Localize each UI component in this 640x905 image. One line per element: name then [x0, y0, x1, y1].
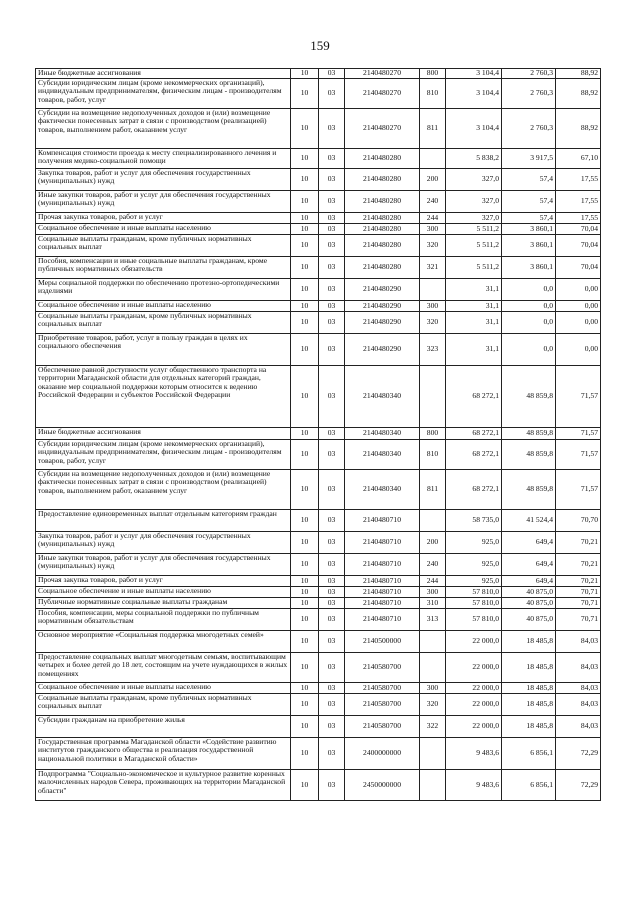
row-fact: 3 860,1: [502, 235, 556, 257]
row-plan: 31,1: [446, 312, 502, 334]
row-name: Социальные выплаты гражданам, кроме публичных нормативных социальных выплат: [36, 694, 291, 716]
row-target-article: 2140480710: [345, 576, 420, 587]
row-razdel: 10: [291, 279, 319, 301]
row-razdel: 10: [291, 191, 319, 213]
row-razdel: 10: [291, 440, 319, 470]
row-percent: 84,03: [556, 631, 601, 653]
row-expense-type: 240: [420, 554, 446, 576]
table-row: [36, 653, 601, 683]
row-plan: 327,0: [446, 169, 502, 191]
row-podrazdel: 03: [319, 224, 345, 235]
table-row: [36, 69, 601, 79]
row-target-article: 2140480270: [345, 109, 420, 149]
row-name: Социальные выплаты гражданам, кроме публичных нормативных социальных выплат: [36, 235, 291, 257]
row-name: Закупка товаров, работ и услуг для обеспечения государственных (муниципальных) нужд: [36, 169, 291, 191]
row-fact: 48 859,8: [502, 366, 556, 428]
row-fact: 18 485,8: [502, 631, 556, 653]
row-podrazdel: 03: [319, 770, 345, 801]
row-target-article: 2140580700: [345, 683, 420, 694]
row-fact: 0,0: [502, 301, 556, 312]
row-name: Прочая закупка товаров, работ и услуг: [36, 213, 291, 224]
row-expense-type: [420, 770, 446, 801]
row-expense-type: 320: [420, 694, 446, 716]
row-target-article: 2140480280: [345, 224, 420, 235]
table-row: [36, 554, 601, 576]
table-row: [36, 169, 601, 191]
row-expense-type: 322: [420, 716, 446, 738]
row-expense-type: 800: [420, 69, 446, 79]
row-name: Предоставление социальных выплат многодетным семьям, воспитывающим четырех и более детей до 18 лет, состоящим на учете нуждающихся в жилых помещениях: [36, 653, 291, 683]
table-row: [36, 631, 601, 653]
row-expense-type: 323: [420, 334, 446, 366]
row-expense-type: 244: [420, 576, 446, 587]
row-plan: 57 810,0: [446, 598, 502, 609]
row-fact: 6 856,1: [502, 770, 556, 801]
row-fact: 649,4: [502, 554, 556, 576]
table-row: [36, 609, 601, 631]
row-razdel: 10: [291, 694, 319, 716]
row-podrazdel: 03: [319, 191, 345, 213]
row-name: Иные бюджетные ассигнования: [36, 69, 291, 79]
table-row: [36, 770, 601, 801]
row-target-article: 2140480280: [345, 191, 420, 213]
row-fact: 0,0: [502, 312, 556, 334]
row-podrazdel: 03: [319, 510, 345, 532]
row-expense-type: 300: [420, 587, 446, 598]
row-razdel: 10: [291, 149, 319, 169]
row-target-article: 2140480280: [345, 257, 420, 279]
row-name: Социальное обеспечение и иные выплаты населению: [36, 301, 291, 312]
row-fact: 57,4: [502, 169, 556, 191]
row-percent: 70,21: [556, 554, 601, 576]
row-target-article: 2140480340: [345, 428, 420, 440]
row-fact: 649,4: [502, 532, 556, 554]
row-plan: 57 810,0: [446, 609, 502, 631]
row-podrazdel: 03: [319, 334, 345, 366]
row-percent: 70,21: [556, 576, 601, 587]
row-percent: 70,04: [556, 235, 601, 257]
row-razdel: 10: [291, 235, 319, 257]
row-target-article: 2140480270: [345, 79, 420, 109]
row-expense-type: 244: [420, 213, 446, 224]
row-plan: 5 511,2: [446, 257, 502, 279]
row-fact: 40 875,0: [502, 587, 556, 598]
row-percent: 84,03: [556, 683, 601, 694]
row-name: Приобретение товаров, работ, услуг в пользу граждан в целях их социального обеспечения: [36, 334, 291, 366]
row-fact: 6 856,1: [502, 738, 556, 770]
row-podrazdel: 03: [319, 440, 345, 470]
row-plan: 9 483,6: [446, 738, 502, 770]
row-podrazdel: 03: [319, 738, 345, 770]
row-fact: 0,0: [502, 334, 556, 366]
row-name: Социальное обеспечение и иные выплаты населению: [36, 683, 291, 694]
row-podrazdel: 03: [319, 109, 345, 149]
budget-table: [35, 68, 601, 801]
row-razdel: 10: [291, 224, 319, 235]
row-percent: 17,55: [556, 169, 601, 191]
row-fact: 3 917,5: [502, 149, 556, 169]
row-razdel: 10: [291, 653, 319, 683]
row-fact: 48 859,8: [502, 470, 556, 510]
row-percent: 70,21: [556, 532, 601, 554]
page-number: 159: [310, 38, 330, 53]
row-fact: 2 760,3: [502, 109, 556, 149]
row-expense-type: 320: [420, 235, 446, 257]
row-name: Компенсация стоимости проезда к месту специализированного лечения и получения медико-социальной помощи: [36, 149, 291, 169]
row-target-article: 2140480280: [345, 169, 420, 191]
row-plan: 327,0: [446, 191, 502, 213]
row-podrazdel: 03: [319, 694, 345, 716]
row-name: Иные бюджетные ассигнования: [36, 428, 291, 440]
row-name: Пособия, компенсации и иные социальные выплаты гражданам, кроме публичных нормативных обязательств: [36, 257, 291, 279]
row-percent: 71,57: [556, 470, 601, 510]
row-target-article: 2140580700: [345, 716, 420, 738]
row-expense-type: [420, 366, 446, 428]
row-name: Субсидии юридическим лицам (кроме некоммерческих организаций), индивидуальным предпринимателям, физическим лицам - производителям товаров, работ, услуг: [36, 440, 291, 470]
row-fact: 3 860,1: [502, 257, 556, 279]
row-plan: 925,0: [446, 576, 502, 587]
row-expense-type: [420, 149, 446, 169]
row-podrazdel: 03: [319, 235, 345, 257]
row-percent: 70,71: [556, 609, 601, 631]
row-target-article: 2140480710: [345, 532, 420, 554]
row-target-article: 2140480280: [345, 149, 420, 169]
row-razdel: 10: [291, 598, 319, 609]
row-plan: 5 511,2: [446, 224, 502, 235]
row-fact: 18 485,8: [502, 694, 556, 716]
row-plan: 22 000,0: [446, 716, 502, 738]
table-row: [36, 440, 601, 470]
row-razdel: 10: [291, 738, 319, 770]
row-plan: 5 511,2: [446, 235, 502, 257]
table-row: [36, 109, 601, 149]
table-row: [36, 532, 601, 554]
row-podrazdel: 03: [319, 683, 345, 694]
row-target-article: 2140480710: [345, 554, 420, 576]
row-name: Социальное обеспечение и иные выплаты населению: [36, 587, 291, 598]
row-expense-type: [420, 631, 446, 653]
row-razdel: 10: [291, 770, 319, 801]
row-fact: 48 859,8: [502, 440, 556, 470]
row-plan: 68 272,1: [446, 470, 502, 510]
row-expense-type: 300: [420, 301, 446, 312]
row-target-article: 2140480710: [345, 609, 420, 631]
row-podrazdel: 03: [319, 428, 345, 440]
row-target-article: 2140480710: [345, 510, 420, 532]
row-plan: 31,1: [446, 301, 502, 312]
row-percent: 88,92: [556, 69, 601, 79]
row-expense-type: 300: [420, 683, 446, 694]
row-name: Прочая закупка товаров, работ и услуг: [36, 576, 291, 587]
row-percent: 70,71: [556, 587, 601, 598]
row-target-article: 2140580700: [345, 653, 420, 683]
row-podrazdel: 03: [319, 213, 345, 224]
row-podrazdel: 03: [319, 631, 345, 653]
row-fact: 41 524,4: [502, 510, 556, 532]
row-target-article: 2140480340: [345, 366, 420, 428]
row-percent: 17,55: [556, 213, 601, 224]
row-expense-type: 811: [420, 109, 446, 149]
row-plan: 22 000,0: [446, 653, 502, 683]
row-percent: 71,57: [556, 440, 601, 470]
table-row: [36, 312, 601, 334]
table-row: [36, 428, 601, 440]
row-podrazdel: 03: [319, 532, 345, 554]
row-fact: 18 485,8: [502, 716, 556, 738]
row-target-article: 2140480710: [345, 598, 420, 609]
row-plan: 68 272,1: [446, 428, 502, 440]
row-fact: 3 860,1: [502, 224, 556, 235]
row-podrazdel: 03: [319, 554, 345, 576]
row-expense-type: 320: [420, 312, 446, 334]
row-plan: 31,1: [446, 279, 502, 301]
row-fact: 48 859,8: [502, 428, 556, 440]
row-expense-type: 321: [420, 257, 446, 279]
row-podrazdel: 03: [319, 653, 345, 683]
row-razdel: 10: [291, 366, 319, 428]
row-percent: 0,00: [556, 279, 601, 301]
row-expense-type: 200: [420, 532, 446, 554]
row-razdel: 10: [291, 109, 319, 149]
row-razdel: 10: [291, 554, 319, 576]
row-percent: 84,03: [556, 694, 601, 716]
budget-table-body: [36, 69, 601, 801]
row-fact: 2 760,3: [502, 69, 556, 79]
row-fact: 18 485,8: [502, 653, 556, 683]
row-name: Субсидии гражданам на приобретение жилья: [36, 716, 291, 738]
row-plan: 68 272,1: [446, 366, 502, 428]
row-plan: 31,1: [446, 334, 502, 366]
row-plan: 9 483,6: [446, 770, 502, 801]
row-podrazdel: 03: [319, 279, 345, 301]
table-row: [36, 510, 601, 532]
table-row: [36, 683, 601, 694]
row-expense-type: [420, 279, 446, 301]
row-target-article: 2140480290: [345, 279, 420, 301]
row-percent: 72,29: [556, 738, 601, 770]
row-expense-type: 240: [420, 191, 446, 213]
row-target-article: 2400000000: [345, 738, 420, 770]
row-percent: 71,57: [556, 366, 601, 428]
row-expense-type: 310: [420, 598, 446, 609]
row-podrazdel: 03: [319, 470, 345, 510]
row-percent: 84,03: [556, 653, 601, 683]
row-plan: 58 735,0: [446, 510, 502, 532]
row-target-article: 2140480290: [345, 334, 420, 366]
table-row: [36, 576, 601, 587]
row-name: Социальное обеспечение и иные выплаты населению: [36, 224, 291, 235]
row-fact: 40 875,0: [502, 598, 556, 609]
row-expense-type: [420, 738, 446, 770]
table-row: [36, 235, 601, 257]
row-fact: 57,4: [502, 191, 556, 213]
row-plan: 68 272,1: [446, 440, 502, 470]
row-plan: 3 104,4: [446, 109, 502, 149]
row-target-article: 2450000000: [345, 770, 420, 801]
row-razdel: 10: [291, 301, 319, 312]
row-razdel: 10: [291, 587, 319, 598]
row-expense-type: 300: [420, 224, 446, 235]
row-fact: 2 760,3: [502, 79, 556, 109]
table-row: [36, 213, 601, 224]
row-razdel: 10: [291, 683, 319, 694]
row-podrazdel: 03: [319, 149, 345, 169]
row-expense-type: 811: [420, 470, 446, 510]
row-percent: 84,03: [556, 716, 601, 738]
row-razdel: 10: [291, 428, 319, 440]
row-name: Меры социальной поддержки по обеспечению протезно-ортопедическими изделиями: [36, 279, 291, 301]
table-row: [36, 598, 601, 609]
row-expense-type: 200: [420, 169, 446, 191]
row-plan: 5 838,2: [446, 149, 502, 169]
row-expense-type: [420, 653, 446, 683]
row-plan: 3 104,4: [446, 79, 502, 109]
row-razdel: 10: [291, 79, 319, 109]
row-fact: 649,4: [502, 576, 556, 587]
row-target-article: 2140480280: [345, 235, 420, 257]
row-name: Субсидии юридическим лицам (кроме некоммерческих организаций), индивидуальным предпринимателям, физическим лицам - производителям товаров, работ, услуг: [36, 79, 291, 109]
row-percent: 0,00: [556, 334, 601, 366]
table-row: [36, 224, 601, 235]
row-razdel: 10: [291, 716, 319, 738]
row-plan: 3 104,4: [446, 69, 502, 79]
row-podrazdel: 03: [319, 79, 345, 109]
row-name: Государственная программа Магаданской области «Содействие развитию институтов гражданского общества и реализация государственной национальной политики в Магаданской области»: [36, 738, 291, 770]
row-podrazdel: 03: [319, 587, 345, 598]
row-percent: 70,71: [556, 598, 601, 609]
table-row: [36, 279, 601, 301]
table-row: [36, 149, 601, 169]
row-percent: 70,04: [556, 257, 601, 279]
row-razdel: 10: [291, 334, 319, 366]
row-podrazdel: 03: [319, 301, 345, 312]
row-plan: 22 000,0: [446, 631, 502, 653]
row-fact: 40 875,0: [502, 609, 556, 631]
row-percent: 67,10: [556, 149, 601, 169]
row-plan: 925,0: [446, 532, 502, 554]
row-podrazdel: 03: [319, 576, 345, 587]
row-plan: 925,0: [446, 554, 502, 576]
table-row: [36, 587, 601, 598]
row-podrazdel: 03: [319, 598, 345, 609]
row-podrazdel: 03: [319, 609, 345, 631]
row-razdel: 10: [291, 631, 319, 653]
row-razdel: 10: [291, 69, 319, 79]
row-target-article: 2140480290: [345, 312, 420, 334]
row-name: Пособия, компенсации, меры социальной поддержки по публичным нормативным обязательствам: [36, 609, 291, 631]
row-percent: 88,92: [556, 79, 601, 109]
row-target-article: 2140480340: [345, 470, 420, 510]
row-podrazdel: 03: [319, 716, 345, 738]
row-podrazdel: 03: [319, 69, 345, 79]
row-expense-type: 810: [420, 440, 446, 470]
row-name: Субсидии на возмещение недополученных доходов и (или) возмещение фактически понесенных затрат в связи с производством (реализацией) товаров, выполнением работ, оказанием услуг: [36, 470, 291, 510]
row-percent: 17,55: [556, 191, 601, 213]
row-target-article: 2140580700: [345, 694, 420, 716]
row-expense-type: 810: [420, 79, 446, 109]
row-name: Иные закупки товаров, работ и услуг для обеспечения государственных (муниципальных) нужд: [36, 191, 291, 213]
row-plan: 57 810,0: [446, 587, 502, 598]
row-plan: 327,0: [446, 213, 502, 224]
row-razdel: 10: [291, 169, 319, 191]
row-name: Обеспечение равной доступности услуг общественного транспорта на территории Магаданской области для отдельных категорий граждан, оказание мер социальной поддержки которым относится к ведению Российской Федерации и субъектов Российской Федерации: [36, 366, 291, 428]
row-percent: 72,29: [556, 770, 601, 801]
row-podrazdel: 03: [319, 169, 345, 191]
table-row: [36, 470, 601, 510]
row-expense-type: 800: [420, 428, 446, 440]
table-row: [36, 694, 601, 716]
row-razdel: 10: [291, 609, 319, 631]
row-expense-type: [420, 510, 446, 532]
row-fact: 18 485,8: [502, 683, 556, 694]
row-podrazdel: 03: [319, 312, 345, 334]
row-percent: 70,70: [556, 510, 601, 532]
row-target-article: 2140480280: [345, 213, 420, 224]
row-razdel: 10: [291, 257, 319, 279]
row-percent: 88,92: [556, 109, 601, 149]
row-name: Субсидии на возмещение недополученных доходов и (или) возмещение фактически понесенных затрат в связи с производством (реализацией) товаров, выполнением работ, оказанием услуг: [36, 109, 291, 149]
table-row: [36, 301, 601, 312]
row-fact: 0,0: [502, 279, 556, 301]
row-name: Предоставление единовременных выплат отдельным категориям граждан: [36, 510, 291, 532]
row-name: Публичные нормативные социальные выплаты гражданам: [36, 598, 291, 609]
row-plan: 22 000,0: [446, 694, 502, 716]
table-row: [36, 257, 601, 279]
table-row: [36, 366, 601, 428]
row-razdel: 10: [291, 470, 319, 510]
row-name: Основное мероприятие «Социальная поддержка многодетных семей»: [36, 631, 291, 653]
row-podrazdel: 03: [319, 366, 345, 428]
row-fact: 57,4: [502, 213, 556, 224]
table-row: [36, 716, 601, 738]
row-percent: 0,00: [556, 301, 601, 312]
row-target-article: 2140480290: [345, 301, 420, 312]
row-expense-type: 313: [420, 609, 446, 631]
row-plan: 22 000,0: [446, 683, 502, 694]
row-name: Социальные выплаты гражданам, кроме публичных нормативных социальных выплат: [36, 312, 291, 334]
table-row: [36, 738, 601, 770]
row-target-article: 2140480270: [345, 69, 420, 79]
table-row: [36, 334, 601, 366]
row-name: Иные закупки товаров, работ и услуг для обеспечения государственных (муниципальных) нужд: [36, 554, 291, 576]
row-podrazdel: 03: [319, 257, 345, 279]
row-razdel: 10: [291, 576, 319, 587]
row-razdel: 10: [291, 510, 319, 532]
row-name: Подпрограмма "Социально-экономическое и культурное развитие коренных малочисленных народов Севера, проживающих на территории Магаданской области": [36, 770, 291, 801]
row-razdel: 10: [291, 213, 319, 224]
row-razdel: 10: [291, 532, 319, 554]
table-row: [36, 191, 601, 213]
row-percent: 70,04: [556, 224, 601, 235]
row-target-article: 2140500000: [345, 631, 420, 653]
row-target-article: 2140480340: [345, 440, 420, 470]
row-percent: 71,57: [556, 428, 601, 440]
row-target-article: 2140480710: [345, 587, 420, 598]
row-percent: 0,00: [556, 312, 601, 334]
row-razdel: 10: [291, 312, 319, 334]
table-row: [36, 79, 601, 109]
row-name: Закупка товаров, работ и услуг для обеспечения государственных (муниципальных) нужд: [36, 532, 291, 554]
